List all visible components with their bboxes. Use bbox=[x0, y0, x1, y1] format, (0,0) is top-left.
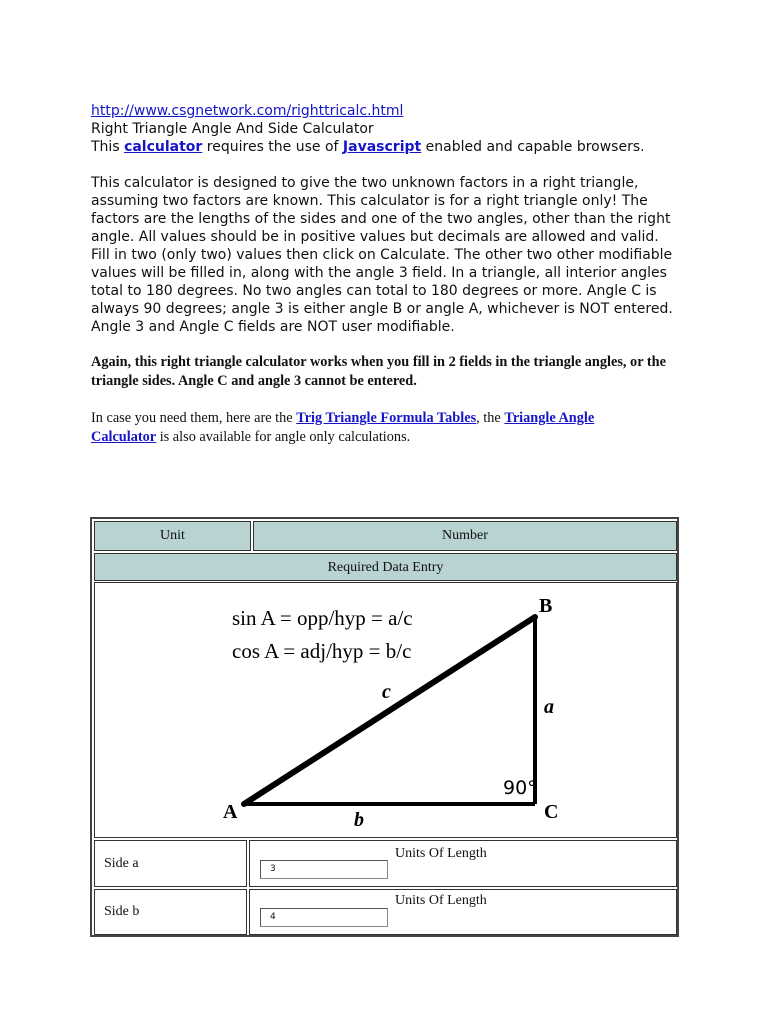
vertex-c-label: C bbox=[544, 801, 559, 823]
side-a-units: Units Of Length bbox=[395, 846, 487, 861]
note-prefix: This bbox=[91, 139, 125, 155]
side-b-label: b bbox=[354, 809, 364, 831]
calculator-link[interactable]: calculator bbox=[124, 139, 203, 155]
description-paragraph: This calculator is designed to give the two unknown factors in a right triangle, assuming two factors are known. This calculator is for a right triangle only! The factors are the lengths of the sides and one of the two angles, other than the right angle. All values should be in positive values but decimals are allowed and valid. Fill in two (only two) values then click on Calculate. The other two other modifiable values will be filled in, along with the angle 3 field. In a triangle, all interior angles total to 180 degrees. No two angles can total to 180 degrees or more. Angle C is always 90 degrees; angle 3 is either angle B or angle A, whichever is NOT entered. Angle 3 and Angle C fields are NOT user modifiable. bbox=[91, 175, 673, 335]
links-prefix: In case you need them, here are the bbox=[91, 410, 297, 426]
triangle-angle-calculator-link[interactable]: Triangle Angle Calculator bbox=[91, 410, 595, 445]
number-header: Number bbox=[253, 521, 677, 551]
vertex-a-label: A bbox=[223, 801, 238, 823]
warning-paragraph: Again, this right triangle calculator works when you fill in 2 fields in the triangle angles, or the triangle sides. Angle C and angle 3 cannot be entered. bbox=[91, 354, 666, 389]
side-a-input-cell bbox=[249, 840, 677, 887]
trig-formula-tables-link[interactable]: Trig Triangle Formula Tables bbox=[296, 410, 477, 426]
required-data-entry-header: Required Data Entry bbox=[94, 553, 677, 581]
side-a-input[interactable]: 3 bbox=[260, 860, 388, 879]
sine-formula: sin A = opp/hyp = a/c bbox=[232, 606, 413, 630]
triangle-diagram-cell bbox=[94, 582, 677, 838]
page-title: Right Triangle Angle And Side Calculator bbox=[91, 121, 374, 137]
cosine-formula: cos A = adj/hyp = b/c bbox=[232, 639, 412, 663]
note-middle: requires the use of bbox=[202, 139, 343, 155]
side-a-label: a bbox=[544, 696, 554, 718]
related-links-paragraph bbox=[91, 409, 661, 447]
side-c-label: c bbox=[382, 681, 391, 703]
source-url-link[interactable]: http://www.csgnetwork.com/righttricalc.html bbox=[91, 103, 404, 119]
side-b-row-label: Side b bbox=[104, 904, 140, 919]
side-b-label-cell bbox=[94, 889, 247, 935]
side-a-label-cell bbox=[94, 840, 247, 887]
javascript-link[interactable]: Javascript bbox=[342, 139, 422, 155]
right-angle-label: 90° bbox=[503, 777, 537, 799]
unit-header: Unit bbox=[94, 521, 251, 551]
note-suffix: enabled and capable browsers. bbox=[421, 139, 645, 155]
side-b-input-cell bbox=[249, 889, 677, 935]
side-b-units: Units Of Length bbox=[395, 893, 487, 908]
header-block bbox=[91, 102, 691, 156]
javascript-note bbox=[91, 138, 691, 156]
links-suffix: is also available for angle only calculations. bbox=[156, 429, 411, 445]
calculator-table bbox=[90, 517, 679, 937]
right-triangle-diagram bbox=[95, 583, 676, 837]
links-middle: , the bbox=[476, 410, 505, 426]
vertex-b-label: B bbox=[539, 595, 553, 617]
side-a-row-label: Side a bbox=[104, 856, 139, 871]
side-b-input[interactable]: 4 bbox=[260, 908, 388, 927]
